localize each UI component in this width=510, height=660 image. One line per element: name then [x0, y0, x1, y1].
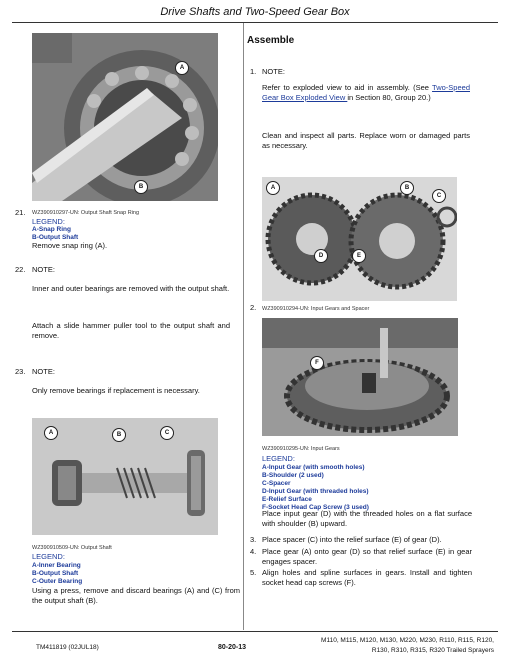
- figure-caption: WZ390910297-UN: Output Shaft Snap Ring: [32, 210, 140, 216]
- figure-caption: WZ390910294-UN: Input Gears and Spacer: [262, 306, 370, 312]
- exploded-view-link[interactable]: Two-Speed Gear Box Exploded View: [262, 83, 470, 102]
- callout-a: A: [266, 181, 280, 195]
- step-text: Attach a slide hammer puller tool to the output shaft and remove.: [32, 321, 230, 340]
- note-text-pre: Refer to exploded view to aid in assembly. (See: [262, 83, 433, 92]
- step-number: 23.: [15, 367, 26, 376]
- photo-input-gears-and-spacer: [262, 177, 457, 301]
- step-number: 22.: [15, 265, 26, 274]
- legend-item: A-Snap Ring: [32, 226, 71, 233]
- header-rule: [12, 22, 498, 23]
- legend-item: B-Output Shaft: [32, 234, 79, 241]
- footer-models-line1: M110, M115, M120, M130, M220, M230, R110, R115, R120,: [321, 637, 494, 644]
- step-number: 1.: [250, 67, 257, 76]
- photo-output-shaft-snap-ring: [32, 33, 218, 201]
- legend-item: F-Socket Head Cap Screw (3 used): [262, 504, 369, 511]
- legend-item: D-Input Gear (with threaded holes): [262, 488, 369, 495]
- callout-c: C: [160, 426, 174, 440]
- legend-item: E-Relief Surface: [262, 496, 312, 503]
- callout-a: A: [175, 61, 189, 75]
- note-title: NOTE:: [32, 367, 55, 376]
- footer-doc-id: TM411819 (02JUL18): [36, 644, 99, 651]
- legend-item: B-Output Shaft: [32, 570, 79, 577]
- legend-title: LEGEND:: [262, 454, 295, 463]
- step-number: 3.: [250, 535, 257, 544]
- callout-a: A: [44, 426, 58, 440]
- step-text: Clean and inspect all parts. Replace worn or damaged parts as necessary.: [262, 131, 470, 150]
- footer-models-line2: R130, R310, R315, R320 Trailed Sprayers: [371, 647, 494, 654]
- step-text: Align holes and spline surfaces in gears. Install and tighten socket head cap screws (F).: [262, 568, 472, 587]
- callout-c: C: [432, 189, 446, 203]
- note-title: NOTE:: [32, 265, 55, 274]
- legend-item: C-Outer Bearing: [32, 578, 83, 585]
- callout-b: B: [400, 181, 414, 195]
- step-number: 5.: [250, 568, 257, 577]
- step-text: Place spacer (C) into the relief surface (E) of gear (D).: [262, 535, 442, 544]
- photo-output-shaft: [32, 418, 218, 535]
- step-number: 21.: [15, 208, 26, 217]
- legend-item: A-Inner Bearing: [32, 562, 81, 569]
- footer-rule: [12, 631, 498, 632]
- callout-b: B: [134, 180, 148, 194]
- legend-item: C-Spacer: [262, 480, 291, 487]
- section-heading: Assemble: [247, 35, 295, 46]
- step-number: 2.: [250, 303, 257, 312]
- callout-e: E: [352, 249, 366, 263]
- legend-title: LEGEND:: [32, 552, 65, 561]
- note-text-post: in Section 80, Group 20.): [347, 93, 431, 102]
- footer-page-number: 80-20-13: [218, 644, 247, 651]
- callout-b: B: [112, 428, 126, 442]
- note-title: NOTE:: [262, 67, 285, 76]
- step-number: 4.: [250, 547, 257, 556]
- callout-d: D: [314, 249, 328, 263]
- legend-item: A-Input Gear (with smooth holes): [262, 464, 365, 471]
- callout-f: F: [310, 356, 324, 370]
- column-divider: [243, 23, 244, 630]
- note-text: Inner and outer bearings are removed with the output shaft.: [32, 284, 230, 293]
- step-text: Remove snap ring (A).: [32, 241, 108, 250]
- step-text: Using a press, remove and discard bearings (A) and (C) from the output shaft (B).: [32, 586, 240, 605]
- legend-item: B-Shoulder (2 used): [262, 472, 324, 479]
- figure-caption: WZ390910295-UN: Input Gears: [262, 446, 340, 452]
- photo-input-gears: [262, 318, 458, 436]
- step-text: Place input gear (D) with the threaded holes on a flat surface with shoulder (B) upward.: [262, 509, 472, 528]
- note-text: [262, 83, 470, 103]
- figure-caption: WZ390910509-UN: Output Shaft: [32, 545, 112, 551]
- page-header-title: Drive Shafts and Two-Speed Gear Box: [160, 6, 350, 18]
- step-text: Place gear (A) onto gear (D) so that relief surface (E) in gear engages spacer.: [262, 547, 472, 566]
- note-text: Only remove bearings if replacement is necessary.: [32, 386, 200, 395]
- legend-title: LEGEND:: [32, 217, 65, 226]
